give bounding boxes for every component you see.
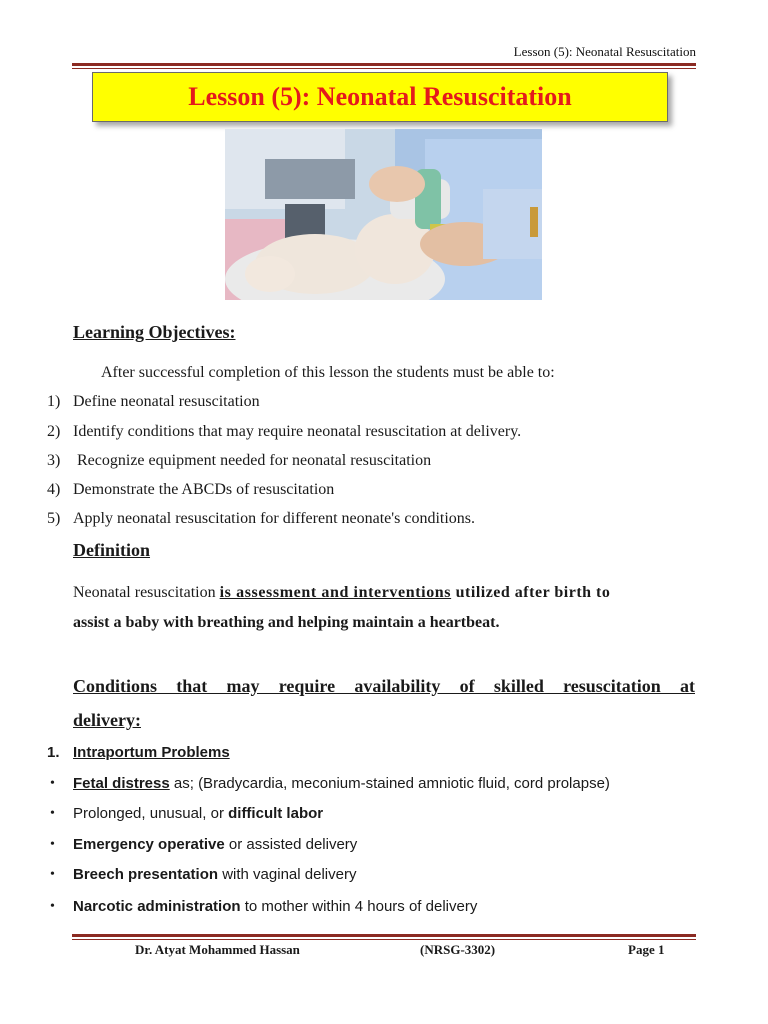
objectives-heading-text: Learning Objectives: — [73, 322, 236, 342]
conditions-heading-text-1: Conditions that may require availability of skilled resuscitation at — [73, 676, 695, 696]
bullet-item-4 — [73, 866, 356, 883]
title-box — [92, 72, 668, 122]
objective-item-2 — [47, 423, 521, 441]
bullet-dot: • — [50, 837, 55, 852]
bullet-pre: Prolonged, unusual, or — [73, 805, 229, 822]
subheading-text: Intraportum Problems — [73, 744, 230, 761]
bullet-bold: difficult labor — [228, 805, 324, 822]
page-title: Lesson (5): Neonatal Resuscitation — [188, 82, 572, 111]
bullet-rest: with vaginal delivery — [218, 866, 357, 883]
objective-number: 5) — [47, 510, 61, 527]
bullet-item-1 — [73, 775, 610, 793]
objective-text: Demonstrate the ABCDs of resuscitation — [73, 481, 335, 498]
definition-heading-text: Definition — [73, 540, 151, 560]
bullet-dot: • — [50, 776, 55, 791]
bullet-bold: Narcotic administration — [73, 898, 241, 915]
objective-text: Recognize equipment needed for neonatal resuscitation — [73, 452, 432, 469]
objective-item-3 — [47, 452, 431, 470]
objective-item-1 — [47, 393, 260, 411]
bullet-rest: to mother within 4 hours of delivery — [240, 898, 478, 915]
objectives-intro: After successful completion of this lesson the students must be able to: — [101, 364, 555, 381]
neonatal-resuscitation-photo — [225, 129, 542, 300]
objective-text: Identify conditions that may require neonatal resuscitation at delivery. — [73, 423, 522, 440]
objective-text: Apply neonatal resuscitation for different neonate's conditions. — [73, 510, 476, 527]
bullet-item-2 — [73, 805, 323, 822]
definition-emphasis: is assessment and interventions — [219, 584, 452, 601]
bullet-bold: Breech presentation — [73, 866, 219, 883]
definition-line-1 — [73, 584, 685, 602]
footer-author: Dr. Atyat Mohammed Hassan — [135, 942, 300, 957]
bullet-bold: Emergency operative — [73, 836, 225, 853]
conditions-heading-text-2: delivery: — [73, 710, 141, 730]
objective-number: 2) — [47, 423, 61, 440]
bullet-dot: • — [50, 899, 55, 914]
definition-heading — [73, 540, 150, 561]
subheading-number: 1. — [47, 744, 60, 761]
conditions-heading-line-1 — [73, 676, 695, 697]
bullet-dot: • — [50, 867, 55, 882]
header-rule-top — [72, 63, 696, 66]
objectives-heading — [73, 322, 235, 343]
header-rule-bottom — [72, 68, 696, 69]
conditions-heading-line-2 — [73, 710, 141, 731]
definition-part-1: Neonatal resuscitation — [73, 584, 220, 601]
objective-number: 4) — [47, 481, 61, 498]
objective-text: Define neonatal resuscitation — [73, 393, 260, 410]
bullet-rest: as; (Bradycardia, meconium-stained amniotic fluid, cord prolapse) — [169, 775, 610, 792]
bullet-item-5 — [73, 898, 477, 915]
running-header: Lesson (5): Neonatal Resuscitation — [513, 44, 696, 59]
footer-page-number: Page 1 — [628, 942, 665, 957]
bullet-item-3 — [73, 836, 357, 853]
objective-number: 3) — [47, 452, 61, 469]
objective-item-5 — [47, 510, 475, 528]
definition-line-2: assist a baby with breathing and helping maintain a heartbeat. — [73, 614, 500, 631]
footer-rule-top — [72, 934, 696, 937]
intrapartum-subheading — [47, 744, 230, 761]
objective-item-4 — [47, 481, 334, 499]
footer-course: (NRSG-3302) — [420, 942, 496, 957]
footer-rule-bottom — [72, 939, 696, 940]
bullet-rest: or assisted delivery — [224, 836, 358, 853]
definition-part-3: utilized after birth to — [451, 584, 611, 601]
bullet-dot: • — [50, 806, 55, 821]
objective-number: 1) — [47, 393, 61, 410]
bullet-bold: Fetal distress — [73, 775, 170, 792]
